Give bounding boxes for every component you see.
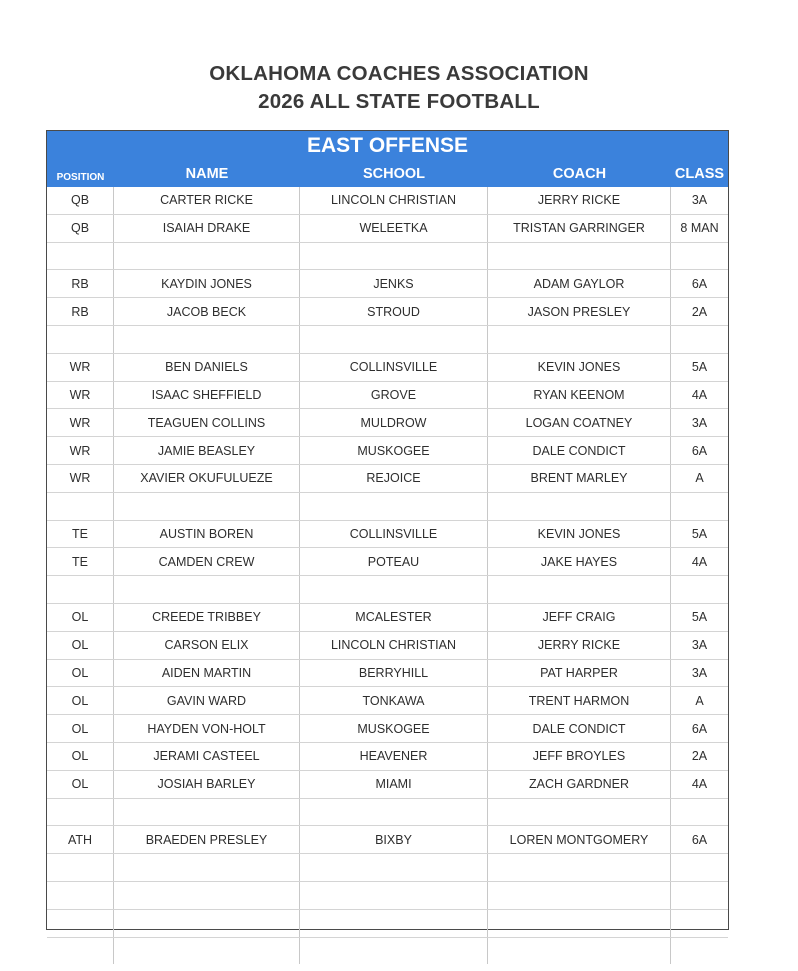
table-row (47, 660, 728, 688)
coach-cell (488, 938, 671, 965)
class-cell (671, 882, 728, 909)
coach-cell: DALE CONDICT (488, 437, 671, 464)
position-cell: OL (47, 604, 114, 631)
coach-cell: KEVIN JONES (488, 521, 671, 548)
position-cell (47, 243, 114, 270)
table-row (47, 326, 728, 354)
school-cell: MUSKOGEE (300, 715, 488, 742)
position-cell: TE (47, 521, 114, 548)
name-cell: TEAGUEN COLLINS (114, 409, 300, 436)
school-cell: COLLINSVILLE (300, 521, 488, 548)
school-cell: GROVE (300, 382, 488, 409)
class-cell: 6A (691, 276, 708, 291)
class-cell: 4A (691, 554, 708, 569)
class-cell: A (695, 693, 704, 708)
school-cell: MUSKOGEE (300, 437, 488, 464)
column-header-position: POSITION (56, 172, 105, 183)
class-cell (671, 799, 728, 826)
table-row (47, 382, 728, 410)
school-cell (300, 243, 488, 270)
name-cell: KAYDIN JONES (114, 270, 300, 297)
column-header-coach: COACH (552, 166, 607, 182)
name-cell (114, 854, 300, 881)
coach-cell: JEFF CRAIG (488, 604, 671, 631)
class-cell: 2A (691, 304, 708, 319)
coach-cell: ZACH GARDNER (488, 771, 671, 798)
table-body (47, 187, 728, 964)
school-cell: STROUD (300, 298, 488, 325)
table-row (47, 409, 728, 437)
table-row (47, 771, 728, 799)
name-cell: CAMDEN CREW (114, 548, 300, 575)
team-title: 2026 ALL STATE FOOTBALL (258, 90, 540, 113)
class-cell: 6A (691, 443, 708, 458)
name-cell: CREEDE TRIBBEY (114, 604, 300, 631)
coach-cell (488, 854, 671, 881)
class-cell: 4A (691, 387, 708, 402)
school-cell (300, 799, 488, 826)
table-row (47, 354, 728, 382)
position-cell: WR (47, 409, 114, 436)
coach-cell (488, 799, 671, 826)
coach-cell: LOGAN COATNEY (488, 409, 671, 436)
document-title (0, 60, 798, 116)
class-cell (671, 910, 728, 937)
name-cell: ISAAC SHEFFIELD (114, 382, 300, 409)
table-row (47, 938, 728, 965)
name-cell: BEN DANIELS (114, 354, 300, 381)
name-cell: JAMIE BEASLEY (114, 437, 300, 464)
coach-cell: TRENT HARMON (488, 687, 671, 714)
school-cell (300, 326, 488, 353)
position-cell: OL (47, 715, 114, 742)
class-cell: 2A (691, 749, 708, 764)
coach-cell (488, 243, 671, 270)
school-cell: WELEETKA (300, 215, 488, 242)
class-cell: 4A (691, 777, 708, 792)
class-cell: 6A (691, 832, 708, 847)
name-cell: XAVIER OKUFULUEZE (114, 465, 300, 492)
name-cell: AIDEN MARTIN (114, 660, 300, 687)
position-cell (47, 854, 114, 881)
coach-cell: BRENT MARLEY (488, 465, 671, 492)
class-cell (671, 326, 728, 353)
table-row (47, 521, 728, 549)
school-cell: JENKS (300, 270, 488, 297)
name-cell: JACOB BECK (114, 298, 300, 325)
column-header-school: SCHOOL (362, 166, 426, 182)
school-cell (300, 882, 488, 909)
name-cell: BRAEDEN PRESLEY (114, 826, 300, 853)
position-cell: WR (47, 382, 114, 409)
table-row (47, 243, 728, 271)
position-cell: OL (47, 771, 114, 798)
table-row (47, 715, 728, 743)
table-row (47, 687, 728, 715)
column-header-class: CLASS (674, 166, 725, 182)
school-cell: REJOICE (300, 465, 488, 492)
coach-cell: DALE CONDICT (488, 715, 671, 742)
coach-cell: JERRY RICKE (488, 632, 671, 659)
position-cell: OL (47, 743, 114, 770)
name-cell (114, 576, 300, 603)
name-cell (114, 938, 300, 965)
school-cell (300, 910, 488, 937)
coach-cell (488, 326, 671, 353)
school-cell: MULDROW (300, 409, 488, 436)
school-cell (300, 938, 488, 965)
class-cell (671, 493, 728, 520)
position-cell: OL (47, 660, 114, 687)
coach-cell (488, 882, 671, 909)
column-header-name: NAME (185, 166, 229, 182)
coach-cell (488, 493, 671, 520)
table-row (47, 604, 728, 632)
table-row (47, 270, 728, 298)
position-cell (47, 910, 114, 937)
position-cell: WR (47, 465, 114, 492)
coach-cell: PAT HARPER (488, 660, 671, 687)
table-row (47, 465, 728, 493)
name-cell: CARTER RICKE (114, 187, 300, 214)
class-cell: 3A (691, 665, 708, 680)
coach-cell: JASON PRESLEY (488, 298, 671, 325)
class-cell: 5A (691, 610, 708, 625)
class-cell (671, 938, 728, 965)
school-cell: BIXBY (300, 826, 488, 853)
coach-cell: KEVIN JONES (488, 354, 671, 381)
school-cell: COLLINSVILLE (300, 354, 488, 381)
school-cell: HEAVENER (300, 743, 488, 770)
school-cell: MIAMI (300, 771, 488, 798)
position-cell: QB (47, 187, 114, 214)
table-row (47, 493, 728, 521)
name-cell: HAYDEN VON-HOLT (114, 715, 300, 742)
position-cell: RB (47, 270, 114, 297)
school-cell: POTEAU (300, 548, 488, 575)
coach-cell (488, 576, 671, 603)
position-cell: TE (47, 548, 114, 575)
table-row (47, 910, 728, 938)
name-cell (114, 882, 300, 909)
school-cell: BERRYHILL (300, 660, 488, 687)
table-row (47, 799, 728, 827)
table-row (47, 854, 728, 882)
name-cell (114, 910, 300, 937)
table-row (47, 882, 728, 910)
position-cell (47, 493, 114, 520)
position-cell (47, 882, 114, 909)
position-cell: OL (47, 632, 114, 659)
position-cell: OL (47, 687, 114, 714)
name-cell: CARSON ELIX (114, 632, 300, 659)
coach-cell: TRISTAN GARRINGER (488, 215, 671, 242)
name-cell: JERAMI CASTEEL (114, 743, 300, 770)
association-title: OKLAHOMA COACHES ASSOCIATION (209, 62, 589, 85)
school-cell: TONKAWA (300, 687, 488, 714)
school-cell (300, 854, 488, 881)
coach-cell (488, 910, 671, 937)
section-title: EAST OFFENSE (306, 134, 469, 157)
position-cell: WR (47, 354, 114, 381)
name-cell: AUSTIN BOREN (114, 521, 300, 548)
name-cell (114, 799, 300, 826)
position-cell: WR (47, 437, 114, 464)
school-cell (300, 576, 488, 603)
class-cell (671, 854, 728, 881)
table-row (47, 743, 728, 771)
coach-cell: JEFF BROYLES (488, 743, 671, 770)
roster-table (46, 130, 729, 930)
name-cell (114, 326, 300, 353)
coach-cell: RYAN KEENOM (488, 382, 671, 409)
name-cell (114, 243, 300, 270)
class-cell: 3A (691, 415, 708, 430)
school-cell: LINCOLN CHRISTIAN (300, 187, 488, 214)
name-cell: ISAIAH DRAKE (114, 215, 300, 242)
position-cell (47, 576, 114, 603)
table-row (47, 215, 728, 243)
name-cell (114, 493, 300, 520)
position-cell: QB (47, 215, 114, 242)
school-cell: MCALESTER (300, 604, 488, 631)
class-cell: 5A (691, 360, 708, 375)
class-cell: 6A (691, 721, 708, 736)
table-row (47, 826, 728, 854)
class-cell (671, 576, 728, 603)
position-cell (47, 326, 114, 353)
table-header (47, 131, 728, 187)
position-cell: ATH (47, 826, 114, 853)
class-cell: 8 MAN (680, 221, 719, 236)
class-cell (671, 243, 728, 270)
class-cell: 3A (691, 638, 708, 653)
coach-cell: JERRY RICKE (488, 187, 671, 214)
table-row (47, 298, 728, 326)
table-row (47, 576, 728, 604)
table-row (47, 548, 728, 576)
coach-cell: LOREN MONTGOMERY (488, 826, 671, 853)
coach-cell: ADAM GAYLOR (488, 270, 671, 297)
position-cell (47, 938, 114, 965)
name-cell: JOSIAH BARLEY (114, 771, 300, 798)
coach-cell: JAKE HAYES (488, 548, 671, 575)
position-cell: RB (47, 298, 114, 325)
school-cell (300, 493, 488, 520)
table-row (47, 437, 728, 465)
table-row (47, 632, 728, 660)
class-cell: A (695, 471, 704, 486)
table-row (47, 187, 728, 215)
school-cell: LINCOLN CHRISTIAN (300, 632, 488, 659)
class-cell: 3A (691, 193, 708, 208)
class-cell: 5A (691, 526, 708, 541)
position-cell (47, 799, 114, 826)
name-cell: GAVIN WARD (114, 687, 300, 714)
